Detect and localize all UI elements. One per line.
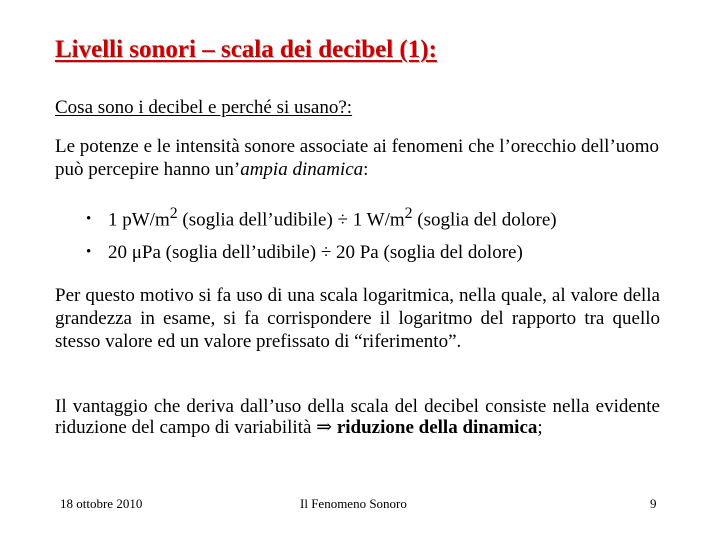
bullet-pressure-range <box>86 241 523 264</box>
bullet-marker: • <box>86 211 92 228</box>
advantage-end: ; <box>537 417 543 438</box>
intro-paragraph <box>55 135 660 181</box>
log-scale-paragraph: Per questo motivo si fa uso di una scala logaritmica, nella quale, al valore della grandezza in esame, si fa corrispondere il logaritmo del rapporto tra quello stesso valore ed un valore prefissato di “riferimento”. <box>55 285 660 352</box>
bullet-text-b: (soglia dell’udibile) ÷ 1 W/m <box>177 209 405 231</box>
advantage-paragraph <box>55 396 660 438</box>
footer-title: Il Fenomeno Sonoro <box>300 496 407 511</box>
bullet-marker: • <box>86 244 92 260</box>
footer-date: 18 ottobre 2010 <box>60 496 143 511</box>
advantage-text: Il vantaggio che deriva dall’uso della scala del decibel consiste nella evidente riduzione del campo di variabilità ⇒ <box>55 396 660 438</box>
bullet-sup-a: 2 <box>169 205 178 222</box>
bullet-sup-b: 2 <box>404 205 413 222</box>
intro-colon: : <box>363 159 369 180</box>
intro-emphasis: ampia dinamica <box>240 159 364 180</box>
bullet-power-range <box>86 202 557 231</box>
intro-text: Le potenze e le intensità sonore associate ai fenomeni che l’orecchio dell’uomo può percepire hanno un’ <box>55 136 660 180</box>
footer-page-number: 9 <box>650 496 657 511</box>
bullet-text: 20 μPa (soglia dell’udibile) ÷ 20 Pa (soglia del dolore) <box>108 242 523 263</box>
bullet-text-a: 1 pW/m <box>108 209 170 231</box>
advantage-bold: riduzione della dinamica <box>336 417 538 438</box>
bullet-text-c: (soglia del dolore) <box>412 209 557 231</box>
question-heading: Cosa sono i decibel e perché si usano?: <box>55 97 353 118</box>
slide-title: Livelli sonori – scala dei decibel (1): <box>55 36 437 63</box>
